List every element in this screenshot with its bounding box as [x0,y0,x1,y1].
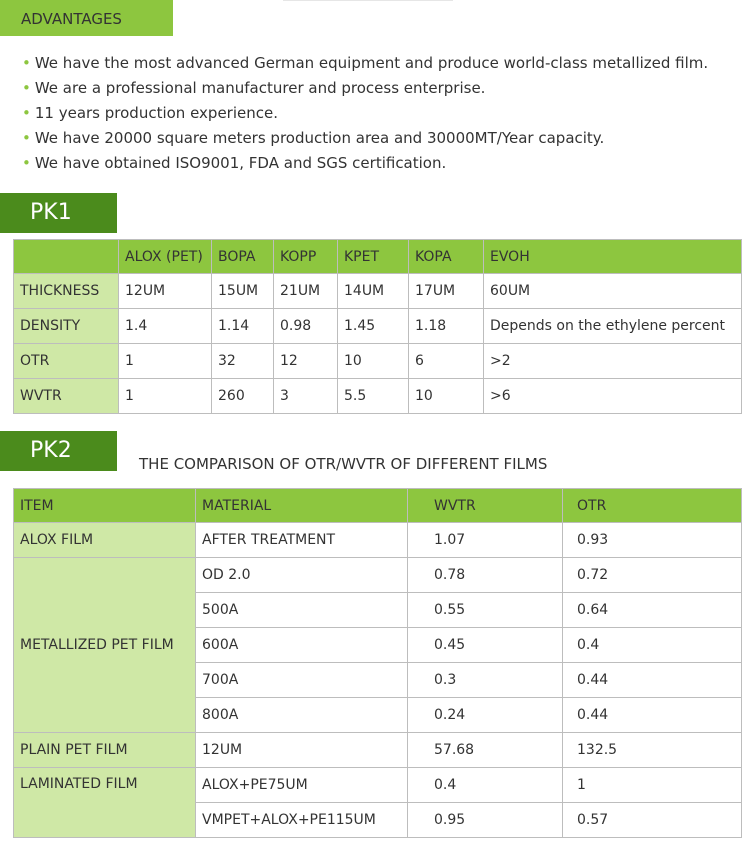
list-item-text: We are a professional manufacturer and process enterprise. [34,79,486,97]
table-cell: 0.64 [563,593,742,628]
list-item-text: 11 years production experience. [34,104,278,122]
table-row [14,344,742,379]
table-cell: 260 [212,379,274,414]
table-cell: VMPET+ALOX+PE115UM [196,803,408,838]
pk1-table [13,239,742,414]
table-cell: 700A [196,663,408,698]
advantages-heading: ADVANTAGES [0,0,173,36]
table-header-cell: BOPA [212,240,274,274]
table-cell: 15UM [212,274,274,309]
bullet-icon: • [22,129,31,147]
advantages-list [22,52,708,177]
table-cell: 0.93 [563,523,742,558]
table-row [14,768,742,803]
item-cell: LAMINATED FILM [14,768,196,838]
table-cell: 3 [274,379,338,414]
list-item [22,152,708,177]
table-row [14,274,742,309]
table-cell: 6 [409,344,484,379]
list-item [22,52,708,77]
table-cell: 1 [119,344,212,379]
table-cell: 12UM [196,733,408,768]
table-header-cell: WVTR [408,489,563,523]
table-cell: 1.14 [212,309,274,344]
table-cell: 10 [338,344,409,379]
pk2-table [13,488,742,838]
table-header-row [14,489,742,523]
table-cell: 800A [196,698,408,733]
table-header-cell [14,240,119,274]
bullet-icon: • [22,104,31,122]
table-cell: 10 [409,379,484,414]
table-cell: 5.5 [338,379,409,414]
table-cell: 0.3 [408,663,563,698]
table-cell: 57.68 [408,733,563,768]
table-cell: AFTER TREATMENT [196,523,408,558]
table-header-cell: KOPA [409,240,484,274]
table-header-cell: KOPP [274,240,338,274]
table-cell: 0.72 [563,558,742,593]
list-item-text: We have 20000 square meters production area and 30000MT/Year capacity. [34,129,605,147]
table-cell: OD 2.0 [196,558,408,593]
item-cell: METALLIZED PET FILM [14,558,196,733]
item-cell: ALOX FILM [14,523,196,558]
table-header-cell: MATERIAL [196,489,408,523]
table-header-cell: ALOX (PET) [119,240,212,274]
row-header-cell: DENSITY [14,309,119,344]
table-cell: 21UM [274,274,338,309]
table-cell: 600A [196,628,408,663]
table-cell: 0.57 [563,803,742,838]
top-divider [283,0,453,1]
row-header-cell: THICKNESS [14,274,119,309]
table-cell: 12 [274,344,338,379]
table-header-cell: OTR [563,489,742,523]
table-cell: 1.07 [408,523,563,558]
table-cell: 0.44 [563,698,742,733]
table-cell: 17UM [409,274,484,309]
table-cell: 0.4 [408,768,563,803]
row-header-cell: WVTR [14,379,119,414]
table-cell: 32 [212,344,274,379]
table-row [14,558,742,593]
list-item-text: We have the most advanced German equipment and produce world-class metallized film. [34,54,709,72]
table-cell: Depends on the ethylene percent [484,309,742,344]
bullet-icon: • [22,54,31,72]
list-item [22,127,708,152]
table-cell: >2 [484,344,742,379]
table-cell: 1 [563,768,742,803]
list-item-text: We have obtained ISO9001, FDA and SGS certification. [34,154,447,172]
pk2-heading: PK2 [0,431,117,471]
table-cell: 12UM [119,274,212,309]
table-cell: 1.4 [119,309,212,344]
table-header-cell: EVOH [484,240,742,274]
table-cell: 132.5 [563,733,742,768]
table-cell: 1.45 [338,309,409,344]
table-cell: 1 [119,379,212,414]
table-row [14,309,742,344]
table-cell: 1.18 [409,309,484,344]
table-row [14,523,742,558]
table-header-row [14,240,742,274]
list-item [22,102,708,127]
table-row [14,733,742,768]
table-cell: 0.44 [563,663,742,698]
bullet-icon: • [22,79,31,97]
table-cell: 14UM [338,274,409,309]
table-cell: 0.95 [408,803,563,838]
bullet-icon: • [22,154,31,172]
table-cell: ALOX+PE75UM [196,768,408,803]
table-cell: 0.98 [274,309,338,344]
table-cell: 0.4 [563,628,742,663]
list-item [22,77,708,102]
table-header-cell: ITEM [14,489,196,523]
item-cell: PLAIN PET FILM [14,733,196,768]
table-cell: 0.78 [408,558,563,593]
table-row [14,379,742,414]
pk1-heading: PK1 [0,193,117,233]
table-header-cell: KPET [338,240,409,274]
table-cell: 500A [196,593,408,628]
row-header-cell: OTR [14,344,119,379]
table-cell: 0.24 [408,698,563,733]
table-cell: 60UM [484,274,742,309]
table-cell: >6 [484,379,742,414]
table-cell: 0.45 [408,628,563,663]
pk2-title: THE COMPARISON OF OTR/WVTR OF DIFFERENT FILMS [139,455,548,473]
table-cell: 0.55 [408,593,563,628]
